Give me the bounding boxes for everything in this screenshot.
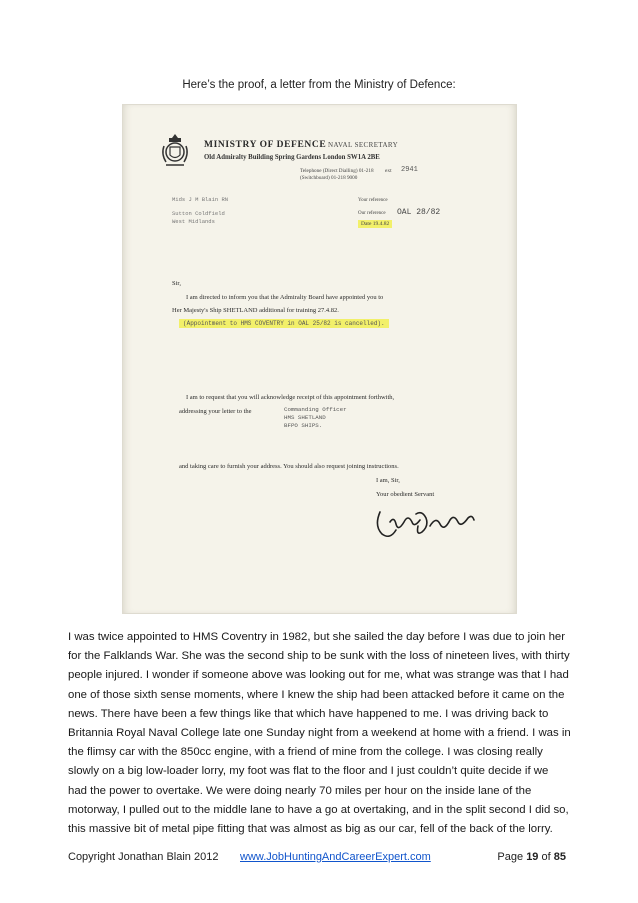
letter-closing-1: I am, Sir,: [376, 477, 400, 484]
recipient-name: Mids J M Blain RN: [172, 196, 229, 203]
body-paragraph: [68, 628, 578, 839]
body-line: motorway, I pulled out to the middle lane to have a go at overtaking, and in the split second I did so,: [68, 803, 569, 816]
scanned-letter: [122, 104, 517, 614]
body-line: I was twice appointed to HMS Coventry in 1982, but she sailed the day before I was due to join her: [68, 631, 566, 643]
page-total: 85: [553, 851, 566, 863]
letterhead-telephone-switchboard: (Switchboard) 01-218 9000: [300, 175, 358, 181]
letter-salutation: Sir,: [172, 280, 181, 287]
body-line: this massive bit of metal pipe fitting that was almost as big as our car, fell of the back of the lorry.: [68, 823, 553, 836]
body-line: the flimsy car with the 850cc engine, with a friend of mine from the college. I was closing really: [68, 746, 543, 759]
body-line: people injured. I wonder if someone above was looking out for me, what was strange was that I had: [68, 669, 569, 682]
letterhead-organisation: MINISTRY OF DEFENCE: [204, 140, 327, 150]
addressee-line2: HMS SHETLAND: [284, 414, 326, 421]
footer-page-number: [497, 851, 566, 863]
letterhead-telephone-direct: Telephone (Direct Dialling) 01-218: [300, 168, 374, 174]
letterhead-address: Old Admiralty Building Spring Gardens London SW1A 2BE: [204, 154, 380, 161]
body-line: had the power to overtake. We were doing nearly 70 miles per hour on the inside lane of the: [68, 784, 532, 797]
footer-website-link[interactable]: www.JobHuntingAndCareerExpert.com: [240, 851, 431, 863]
addressee-line1: Commanding Officer: [284, 406, 347, 413]
letter-para2-line2: addressing your letter to the: [179, 408, 252, 415]
addressee-line3: BFPO SHIPS.: [284, 422, 323, 429]
page-of: of: [541, 851, 551, 863]
page-caption: Here’s the proof, a letter from the Ministry of Defence:: [182, 79, 456, 91]
page-prefix: Page: [497, 851, 524, 863]
letterhead-department: NAVAL SECRETARY: [328, 141, 399, 149]
letter-para1-line1: I am directed to inform you that the Admiralty Board have appointed you to: [186, 294, 384, 301]
body-line: for the Falklands War. She was the second ship to be sunk with the loss of nineteen lives, with thirty: [68, 650, 570, 663]
page-footer: [68, 851, 566, 867]
body-line: Britannia Royal Naval College late one Sunday night from a weekend at home with a friend. I was in: [68, 727, 571, 740]
body-line: slowly on a big low-loader lorry, my foot was flat to the floor and I just couldn’t quite decide if we: [68, 765, 549, 778]
handwritten-signature: [372, 504, 482, 544]
letterhead-extension-label: ext: [385, 168, 392, 174]
royal-crest-icon: [160, 132, 190, 170]
letter-para1-highlight: (Appointment to HMS COVENTRY in OAL 25/82 is cancelled).: [179, 319, 389, 328]
our-reference-value: OAL 28/82: [397, 208, 441, 217]
letter-para3: and taking care to furnish your address. You should also request joining instructions.: [179, 463, 399, 470]
letterhead-extension: 2941: [401, 166, 418, 174]
body-line: news. There have been a few things like that which have happened to me. I was driving back to: [68, 707, 549, 720]
letter-para2-line1: I am to request that you will acknowledge receipt of this appointment forthwith,: [186, 394, 395, 401]
letter-closing-2: Your obedient Servant: [376, 491, 435, 498]
letter-para1-line2: Her Majesty's Ship SHETLAND additional for training 27.4.82.: [172, 307, 339, 314]
our-reference-label: Our reference: [358, 211, 386, 216]
page-current: 19: [526, 851, 539, 863]
body-line: one of those sixth sense moments, where I knew the ship had been attacked before it came on the: [68, 688, 565, 701]
recipient-town: Sutton Coldfield: [172, 210, 225, 217]
recipient-county: West Midlands: [172, 218, 215, 225]
letter-date: Date 19.4.82: [358, 220, 392, 228]
your-reference-label: Your reference: [358, 198, 388, 203]
footer-copyright: Copyright Jonathan Blain 2012: [68, 851, 219, 863]
